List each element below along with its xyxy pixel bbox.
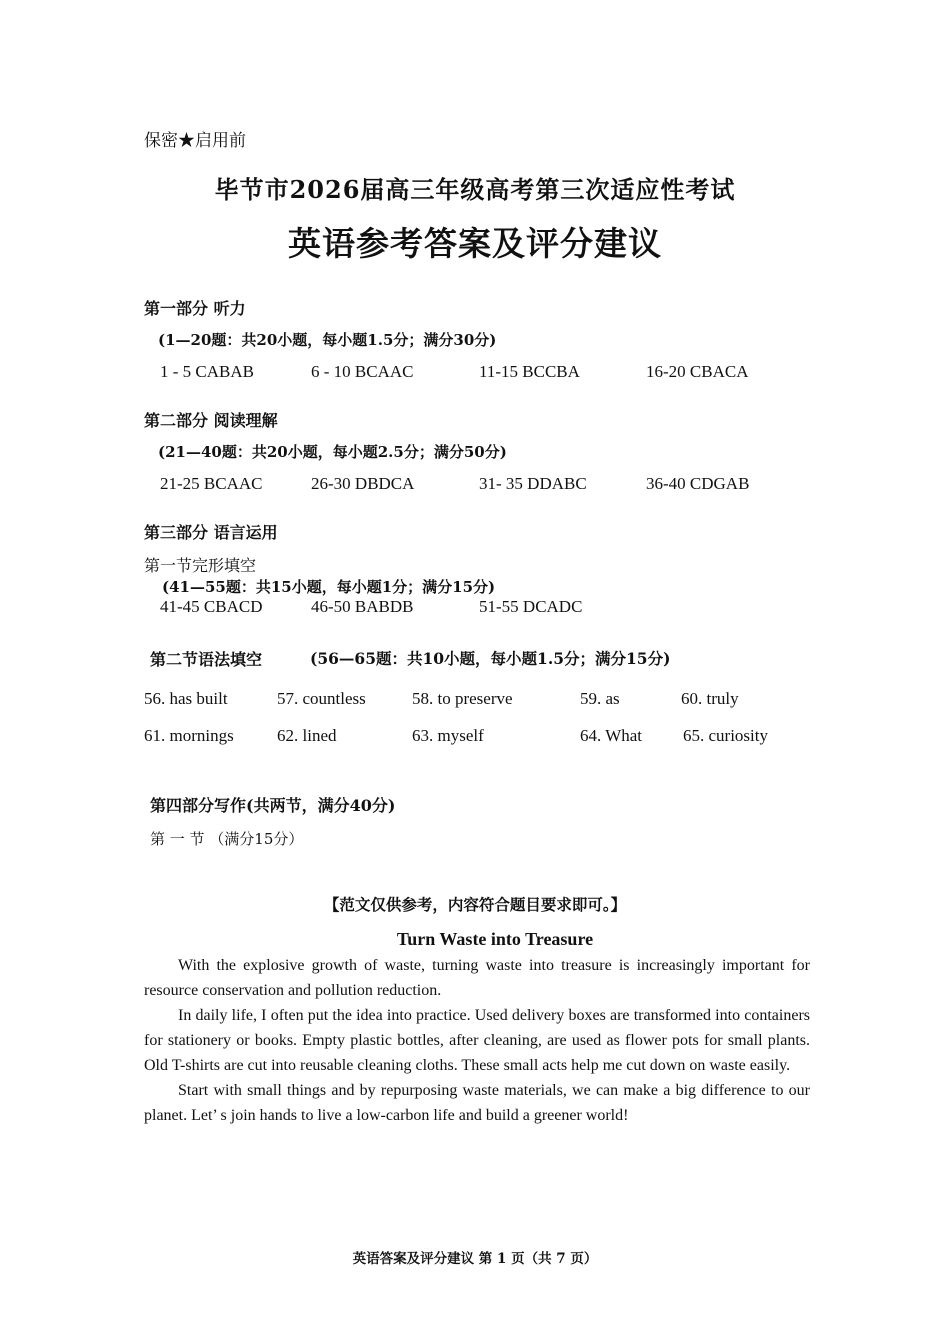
part4-section1-label: 第 一 节 （满分15分）	[150, 830, 304, 848]
answer-group: 46-50 BABDB	[311, 597, 414, 616]
part1-answers	[0, 362, 950, 384]
answer-group: 11-15 BCCBA	[479, 362, 580, 381]
answer-group: 21-25 BCAAC	[160, 474, 263, 493]
grammar-answer: 65. curiosity	[683, 726, 768, 745]
answer-group: 26-30 DBDCA	[311, 474, 415, 493]
part3-section1-heading: 第一节完形填空	[144, 556, 257, 575]
answer-group: 1 - 5 CABAB	[160, 362, 254, 381]
part3-heading: 第三部分 语言运用	[144, 523, 278, 542]
essay-paragraph: With the explosive growth of waste, turning waste into treasure is increasingly important for resource conservation and pollution reduction.	[144, 957, 810, 999]
answer-group: 36-40 CDGAB	[646, 474, 750, 493]
grammar-answer: 60. truly	[681, 689, 739, 708]
grammar-answer: 58. to preserve	[412, 689, 513, 708]
answer-group: 31- 35 DDABC	[479, 474, 587, 493]
answer-group: 16-20 CBACA	[646, 362, 749, 381]
grammar-answer: 61. mornings	[144, 726, 234, 745]
answer-group: 51-55 DCADC	[479, 597, 583, 616]
answer-group: 41-45 CBACD	[160, 597, 263, 616]
exam-title: 毕节市2026届高三年级高考第三次适应性考试	[214, 175, 736, 204]
sample-note: 【范文仅供参考，内容符合题目要求即可。】	[323, 895, 627, 914]
sample-essay	[144, 953, 810, 1128]
grammar-answers-row-1	[0, 689, 950, 711]
grammar-answer: 56. has built	[144, 689, 228, 708]
grammar-answer: 63. myself	[412, 726, 484, 745]
page-footer: 英语答案及评分建议 第 1 页（共 7 页）	[352, 1251, 598, 1267]
grammar-answer: 64. What	[580, 726, 643, 745]
grammar-answer: 57. countless	[277, 689, 366, 708]
part3-section1-answers	[0, 597, 950, 619]
part3-section1-note: (41—55题：共15小题，每小题1分；满分15分)	[162, 578, 496, 596]
essay-title: Turn Waste into Treasure	[396, 929, 594, 949]
part3-section2-note: (56—65题：共10小题，每小题1.5分；满分15分)	[310, 649, 671, 668]
grammar-answer: 59. as	[580, 689, 620, 708]
part4-heading: 第四部分写作(共两节，满分40分)	[150, 796, 396, 815]
answer-group: 6 - 10 BCAAC	[311, 362, 414, 381]
document-title: 英语参考答案及评分建议	[288, 224, 662, 263]
part2-note: (21—40题：共20小题，每小题2.5分；满分50分)	[158, 443, 507, 461]
grammar-answers-row-2	[0, 726, 950, 748]
part3-section2-heading: 第二节语法填空	[150, 650, 263, 669]
confidential-label: 保密★启用前	[144, 131, 246, 151]
part2-answers	[0, 474, 950, 496]
essay-paragraph: In daily life, I often put the idea into practice. Used delivery boxes are transformed into containers for stationery or books. Empty plastic bottles, after cleaning, are used as flower pots for small plants. Old T-shirts are cut into reusable cleaning cloths. These small acts help me cut down on waste easily.	[144, 1007, 810, 1074]
essay-paragraph: Start with small things and by repurposing waste materials, we can make a big difference to our planet. Let’ s join hands to live a low-carbon life and build a greener world!	[144, 1082, 810, 1124]
part1-note: (1—20题：共20小题，每小题1.5分；满分30分)	[158, 331, 497, 349]
part2-heading: 第二部分 阅读理解	[144, 411, 278, 430]
grammar-answer: 62. lined	[277, 726, 337, 745]
part1-heading: 第一部分 听力	[144, 299, 246, 318]
